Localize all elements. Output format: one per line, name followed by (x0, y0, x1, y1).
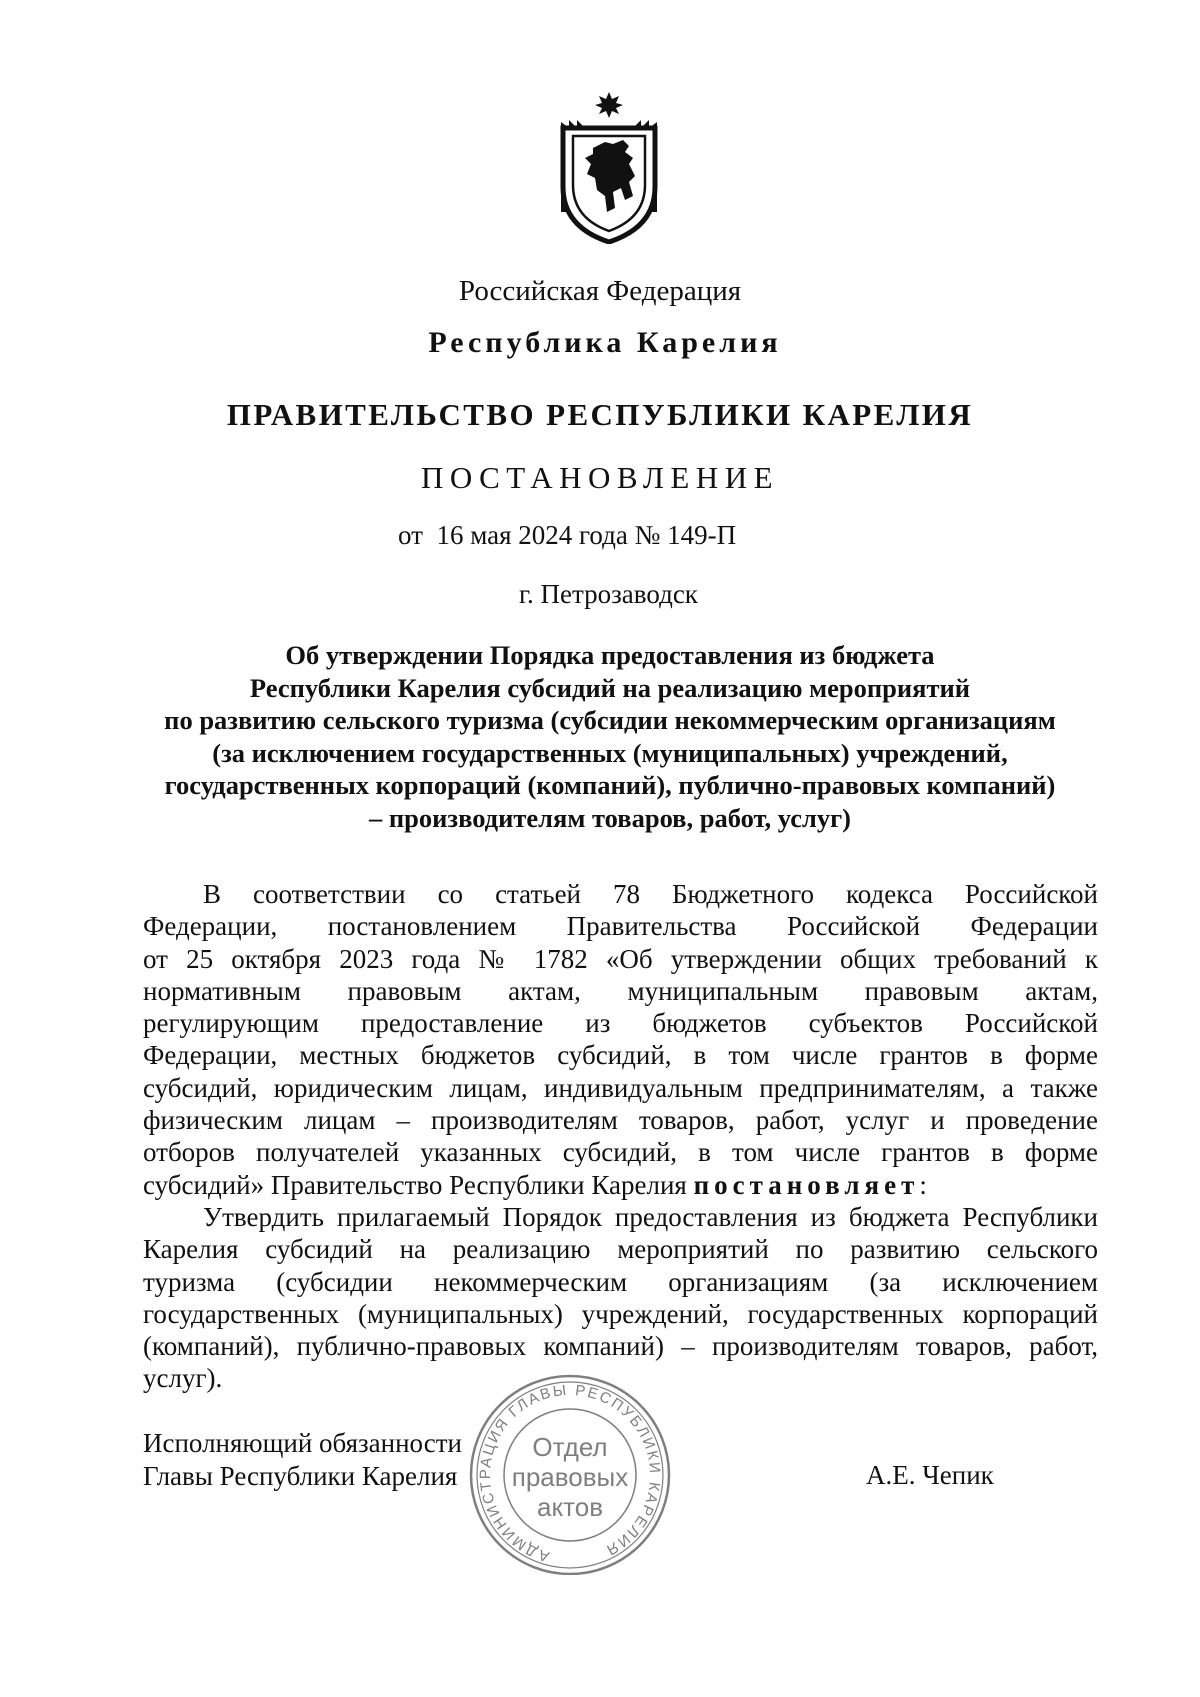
body-line: субсидий, юридическим лицам, индивидуальным предпринимателям, а также (143, 1072, 1098, 1103)
body-line: регулирующим предоставление из бюджетов субъектов Российской (143, 1008, 1098, 1039)
paragraph-resolution (143, 1201, 1098, 1395)
body-line-last (143, 1169, 1098, 1201)
body-line: отборов получателей указанных субсидий, в том числе грантов в форме (143, 1137, 1098, 1168)
title-line: по развитию сельского туризма (субсидии некоммерческим организациям (164, 705, 1056, 735)
title-line: (за исключением государственных (муниципальных) учреждений, (212, 737, 1008, 768)
title-line: государственных корпораций (компаний), публично-правовых компаний) (164, 770, 1056, 800)
stamp-center-line: Отдел (532, 1432, 608, 1462)
body-line-last: услуг). (143, 1363, 223, 1394)
signatory-position-line: Главы Республики Карелия (143, 1461, 458, 1491)
body-line: Федерации, местных бюджетов субсидий, в том числе грантов в форме (143, 1040, 1098, 1071)
body-line: Утвердить прилагаемый Порядок предоставления из бюджета Республики (203, 1201, 1098, 1232)
body-line: от 25 октября 2023 года № 1782 «Об утверждении общих требований к (143, 943, 1098, 974)
karelia-coat-of-arms-icon (555, 92, 663, 244)
paragraph-legal-basis (143, 878, 1098, 1201)
republic-name: Республика Карелия (428, 326, 782, 359)
stamp-ring-text: АДМИНИСТРАЦИЯ ГЛАВЫ РЕСПУБЛИКИ КАРЕЛИЯ (476, 1381, 664, 1566)
body-line: Федерации, постановлением Правительства Российской Федерации (143, 911, 1098, 942)
stamp-center-line: правовых (511, 1462, 629, 1492)
signatory-position-line: Исполняющий обязанности (143, 1428, 462, 1458)
document-title (130, 639, 1090, 834)
resolution-colon: : (919, 1169, 927, 1200)
stamp-center-line: актов (536, 1492, 604, 1522)
title-line: Республики Карелия субсидий на реализацию мероприятий (249, 672, 971, 703)
signatory-name: А.Е. Чепик (866, 1460, 994, 1490)
body-line: нормативным правовым актам, муниципальным правовым актам, (143, 975, 1098, 1006)
resolution-verb: постановляет (693, 1169, 920, 1200)
title-line: Об утверждении Порядка предоставления из бюджета (285, 640, 935, 670)
document-date-number: от 16 мая 2024 года № 149-П (398, 520, 737, 550)
government-name: ПРАВИТЕЛЬСТВО РЕСПУБЛИКИ КАРЕЛИЯ (226, 397, 974, 432)
body-line: государственных (муниципальных) учреждений, государственных корпораций (143, 1298, 1098, 1329)
body-line: физическим лицам – производителям товаров, работ, услуг и проведение (143, 1105, 1098, 1136)
body-line: туризма (субсидии некоммерческим организациям (за исключением (143, 1266, 1098, 1297)
title-line: – производителям товаров, работ, услуг) (369, 802, 851, 833)
body-line: В соответствии со статьей 78 Бюджетного кодекса Российской (203, 879, 1098, 909)
body-line: (компаний), публично-правовых компаний) – производителям товаров, работ, (143, 1331, 1098, 1362)
document-type: ПОСТАНОВЛЕНИЕ (420, 460, 780, 495)
body-line: Карелия субсидий на реализацию мероприятий по развитию сельского (143, 1234, 1098, 1265)
department-stamp (465, 1370, 675, 1575)
document-city: г. Петрозаводск (519, 579, 698, 609)
document-body (143, 878, 1098, 1395)
resolution-prefix: субсидий» Правительство Республики Карелия (143, 1169, 694, 1200)
country-name: Российская Федерация (458, 275, 742, 307)
signatory-position (143, 1427, 462, 1493)
